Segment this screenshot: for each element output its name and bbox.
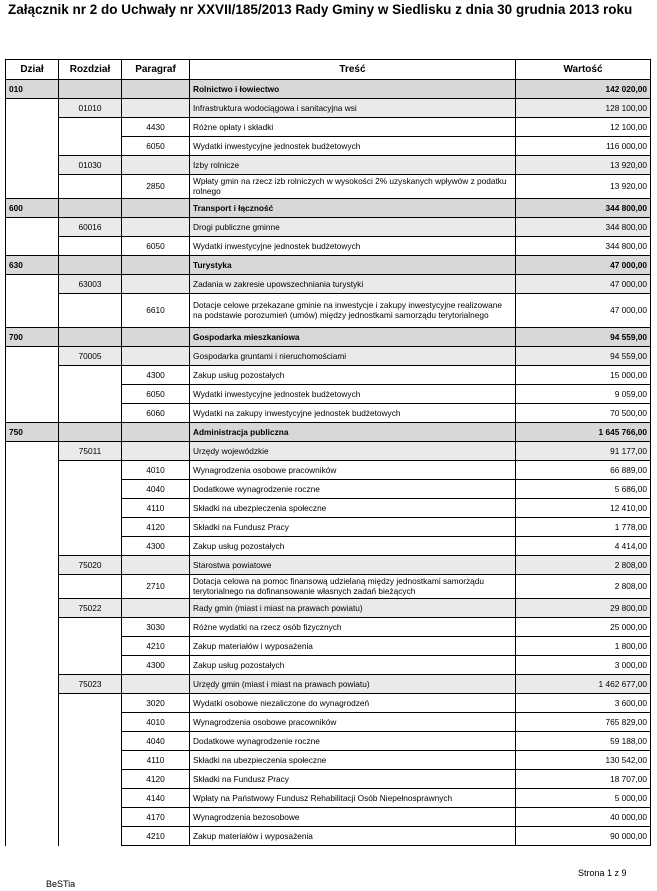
rozdzial-value: 47 000,00 (516, 275, 651, 294)
paragraf-row (6, 694, 651, 713)
empty-cell (6, 275, 59, 294)
paragraf-name: Różne opłaty i składki (190, 118, 516, 137)
paragraf-code: 6610 (122, 294, 190, 328)
empty-cell (59, 366, 122, 385)
paragraf-code: 2850 (122, 175, 190, 199)
dzial-code: 700 (6, 328, 59, 347)
empty-cell (122, 199, 190, 218)
empty-cell (59, 827, 122, 846)
paragraf-code: 4040 (122, 732, 190, 751)
empty-cell (6, 789, 59, 808)
empty-cell (122, 328, 190, 347)
rozdzial-row (6, 556, 651, 575)
empty-cell (59, 751, 122, 770)
empty-cell (6, 537, 59, 556)
paragraf-row (6, 732, 651, 751)
paragraf-row (6, 385, 651, 404)
paragraf-value: 2 808,00 (516, 575, 651, 599)
paragraf-value: 66 889,00 (516, 461, 651, 480)
empty-cell (59, 789, 122, 808)
rozdzial-row (6, 599, 651, 618)
paragraf-value: 12 100,00 (516, 118, 651, 137)
paragraf-name: Wpłaty na Państwowy Fundusz Rehabilitacji Osób Niepełnosprawnych (190, 789, 516, 808)
paragraf-value: 18 707,00 (516, 770, 651, 789)
empty-cell (6, 347, 59, 366)
paragraf-row (6, 637, 651, 656)
empty-cell (6, 808, 59, 827)
empty-cell (6, 770, 59, 789)
paragraf-code: 2710 (122, 575, 190, 599)
rozdzial-value: 29 800,00 (516, 599, 651, 618)
paragraf-row (6, 537, 651, 556)
footer-software: BeSTia (46, 879, 76, 889)
empty-cell (59, 294, 122, 328)
empty-cell (122, 275, 190, 294)
empty-cell (122, 156, 190, 175)
dzial-code: 750 (6, 423, 59, 442)
empty-cell (122, 347, 190, 366)
empty-cell (6, 442, 59, 461)
empty-cell (59, 618, 122, 637)
empty-cell (59, 118, 122, 137)
empty-cell (59, 637, 122, 656)
paragraf-value: 1 800,00 (516, 637, 651, 656)
empty-cell (6, 675, 59, 694)
paragraf-value: 5 000,00 (516, 789, 651, 808)
paragraf-value: 4 414,00 (516, 537, 651, 556)
empty-cell (6, 404, 59, 423)
paragraf-row (6, 789, 651, 808)
paragraf-value: 765 829,00 (516, 713, 651, 732)
paragraf-name: Zakup usług pozostałych (190, 366, 516, 385)
paragraf-code: 4110 (122, 751, 190, 770)
empty-cell (122, 218, 190, 237)
paragraf-name: Wynagrodzenia osobowe pracowników (190, 713, 516, 732)
paragraf-row (6, 118, 651, 137)
paragraf-code: 6060 (122, 404, 190, 423)
empty-cell (122, 423, 190, 442)
paragraf-value: 344 800,00 (516, 237, 651, 256)
paragraf-name: Wydatki inwestycyjne jednostek budżetowych (190, 137, 516, 156)
empty-cell (6, 118, 59, 137)
paragraf-value: 1 778,00 (516, 518, 651, 537)
dzial-name: Rolnictwo i łowiectwo (190, 80, 516, 99)
rozdzial-row (6, 99, 651, 118)
empty-cell (122, 442, 190, 461)
paragraf-value: 9 059,00 (516, 385, 651, 404)
empty-cell (59, 518, 122, 537)
rozdzial-row (6, 347, 651, 366)
paragraf-name: Zakup usług pozostałych (190, 537, 516, 556)
dzial-name: Administracja publiczna (190, 423, 516, 442)
document-title: Załącznik nr 2 do Uchwały nr XXVII/185/2013 Rady Gminy w Siedlisku z dnia 30 grudnia 2013 roku (8, 2, 633, 17)
paragraf-name: Dodatkowe wynagrodzenie roczne (190, 732, 516, 751)
paragraf-row (6, 713, 651, 732)
dzial-code: 630 (6, 256, 59, 275)
dzial-name: Gospodarka mieszkaniowa (190, 328, 516, 347)
empty-cell (59, 770, 122, 789)
rozdzial-name: Urzędy gmin (miast i miast na prawach powiatu) (190, 675, 516, 694)
paragraf-code: 4170 (122, 808, 190, 827)
empty-cell (6, 599, 59, 618)
rozdzial-row (6, 275, 651, 294)
empty-cell (59, 199, 122, 218)
empty-cell (59, 732, 122, 751)
empty-cell (6, 713, 59, 732)
empty-cell (59, 656, 122, 675)
paragraf-row (6, 461, 651, 480)
paragraf-code: 3030 (122, 618, 190, 637)
paragraf-value: 116 000,00 (516, 137, 651, 156)
empty-cell (6, 556, 59, 575)
table-header-row (6, 60, 651, 80)
dzial-row (6, 199, 651, 218)
empty-cell (6, 499, 59, 518)
dzial-name: Transport i łączność (190, 199, 516, 218)
paragraf-name: Dotacje celowe przekazane gminie na inwestycje i zakupy inwestycyjne realizowane na podstawie porozumień (umów) między jednostkami samorządu terytorialnego (190, 294, 516, 328)
paragraf-code: 4300 (122, 537, 190, 556)
paragraf-value: 47 000,00 (516, 294, 651, 328)
paragraf-name: Dodatkowe wynagrodzenie roczne (190, 480, 516, 499)
paragraf-code: 4300 (122, 366, 190, 385)
paragraf-row (6, 656, 651, 675)
rozdzial-code: 01010 (59, 99, 122, 118)
empty-cell (6, 732, 59, 751)
paragraf-name: Wydatki inwestycyjne jednostek budżetowych (190, 385, 516, 404)
budget-table (5, 59, 651, 846)
paragraf-row (6, 518, 651, 537)
empty-cell (6, 237, 59, 256)
paragraf-value: 5 686,00 (516, 480, 651, 499)
empty-cell (6, 366, 59, 385)
empty-cell (6, 99, 59, 118)
dzial-row (6, 423, 651, 442)
rozdzial-name: Urzędy wojewódzkie (190, 442, 516, 461)
paragraf-row (6, 137, 651, 156)
paragraf-row (6, 237, 651, 256)
empty-cell (6, 218, 59, 237)
paragraf-code: 4120 (122, 518, 190, 537)
rozdzial-code: 75011 (59, 442, 122, 461)
paragraf-code: 3020 (122, 694, 190, 713)
paragraf-row (6, 499, 651, 518)
paragraf-row (6, 751, 651, 770)
paragraf-name: Wydatki na zakupy inwestycyjne jednostek budżetowych (190, 404, 516, 423)
rozdzial-code: 75020 (59, 556, 122, 575)
paragraf-code: 4300 (122, 656, 190, 675)
empty-cell (59, 461, 122, 480)
empty-cell (122, 556, 190, 575)
rozdzial-code: 01030 (59, 156, 122, 175)
dzial-value: 94 559,00 (516, 328, 651, 347)
rozdzial-name: Starostwa powiatowe (190, 556, 516, 575)
empty-cell (6, 656, 59, 675)
paragraf-name: Wpłaty gmin na rzecz izb rolniczych w wysokości 2% uzyskanych wpływów z podatku rolnego (190, 175, 516, 199)
paragraf-code: 4430 (122, 118, 190, 137)
paragraf-row (6, 404, 651, 423)
rozdzial-code: 75022 (59, 599, 122, 618)
paragraf-name: Wydatki inwestycyjne jednostek budżetowych (190, 237, 516, 256)
empty-cell (59, 404, 122, 423)
paragraf-row (6, 175, 651, 199)
rozdzial-name: Gospodarka gruntami i nieruchomościami (190, 347, 516, 366)
paragraf-name: Dotacja celowa na pomoc finansową udzielaną między jednostkami samorządu terytorialnego na dofinansowanie własnych zadań bieżących (190, 575, 516, 599)
paragraf-code: 4140 (122, 789, 190, 808)
rozdzial-code: 70005 (59, 347, 122, 366)
empty-cell (59, 328, 122, 347)
empty-cell (6, 618, 59, 637)
empty-cell (59, 175, 122, 199)
paragraf-name: Składki na ubezpieczenia społeczne (190, 499, 516, 518)
dzial-row (6, 256, 651, 275)
table-body (6, 80, 651, 846)
paragraf-row (6, 294, 651, 328)
header-rozdzial: Rozdział (59, 60, 122, 80)
paragraf-name: Składki na Fundusz Pracy (190, 518, 516, 537)
empty-cell (122, 99, 190, 118)
empty-cell (6, 294, 59, 328)
paragraf-code: 4040 (122, 480, 190, 499)
paragraf-name: Różne wydatki na rzecz osób fizycznych (190, 618, 516, 637)
empty-cell (59, 80, 122, 99)
paragraf-value: 3 000,00 (516, 656, 651, 675)
header-wartosc: Wartość (516, 60, 651, 80)
dzial-value: 47 000,00 (516, 256, 651, 275)
header-tresc: Treść (190, 60, 516, 80)
rozdzial-value: 94 559,00 (516, 347, 651, 366)
rozdzial-value: 128 100,00 (516, 99, 651, 118)
empty-cell (59, 256, 122, 275)
dzial-value: 142 020,00 (516, 80, 651, 99)
empty-cell (59, 137, 122, 156)
page-number: Strona 1 z 9 (578, 868, 627, 878)
paragraf-code: 4210 (122, 827, 190, 846)
dzial-code: 010 (6, 80, 59, 99)
paragraf-row (6, 575, 651, 599)
rozdzial-row (6, 156, 651, 175)
empty-cell (6, 137, 59, 156)
paragraf-value: 59 188,00 (516, 732, 651, 751)
empty-cell (122, 599, 190, 618)
paragraf-row (6, 480, 651, 499)
paragraf-value: 130 542,00 (516, 751, 651, 770)
rozdzial-code: 63003 (59, 275, 122, 294)
paragraf-name: Wydatki osobowe niezaliczone do wynagrodzeń (190, 694, 516, 713)
paragraf-name: Wynagrodzenia bezosobowe (190, 808, 516, 827)
empty-cell (6, 751, 59, 770)
paragraf-value: 15 000,00 (516, 366, 651, 385)
paragraf-code: 6050 (122, 137, 190, 156)
rozdzial-value: 2 808,00 (516, 556, 651, 575)
rozdzial-code: 60016 (59, 218, 122, 237)
paragraf-name: Zakup materiałów i wyposażenia (190, 827, 516, 846)
empty-cell (59, 423, 122, 442)
paragraf-row (6, 366, 651, 385)
empty-cell (6, 461, 59, 480)
empty-cell (122, 675, 190, 694)
rozdzial-name: Rady gmin (miast i miast na prawach powiatu) (190, 599, 516, 618)
rozdzial-row (6, 442, 651, 461)
header-paragraf: Paragraf (122, 60, 190, 80)
empty-cell (122, 256, 190, 275)
empty-cell (6, 637, 59, 656)
rozdzial-name: Drogi publiczne gminne (190, 218, 516, 237)
dzial-name: Turystyka (190, 256, 516, 275)
paragraf-row (6, 770, 651, 789)
paragraf-code: 4110 (122, 499, 190, 518)
paragraf-value: 25 000,00 (516, 618, 651, 637)
rozdzial-row (6, 218, 651, 237)
empty-cell (6, 156, 59, 175)
paragraf-row (6, 808, 651, 827)
paragraf-code: 4010 (122, 461, 190, 480)
paragraf-value: 70 500,00 (516, 404, 651, 423)
empty-cell (6, 175, 59, 199)
dzial-value: 1 645 766,00 (516, 423, 651, 442)
paragraf-value: 40 000,00 (516, 808, 651, 827)
empty-cell (6, 694, 59, 713)
dzial-row (6, 328, 651, 347)
rozdzial-name: Izby rolnicze (190, 156, 516, 175)
empty-cell (6, 827, 59, 846)
paragraf-code: 6050 (122, 385, 190, 404)
rozdzial-value: 91 177,00 (516, 442, 651, 461)
empty-cell (59, 713, 122, 732)
empty-cell (59, 808, 122, 827)
paragraf-value: 12 410,00 (516, 499, 651, 518)
paragraf-row (6, 827, 651, 846)
rozdzial-name: Zadania w zakresie upowszechniania turystyki (190, 275, 516, 294)
empty-cell (59, 385, 122, 404)
empty-cell (59, 537, 122, 556)
paragraf-code: 4120 (122, 770, 190, 789)
empty-cell (6, 575, 59, 599)
paragraf-value: 3 600,00 (516, 694, 651, 713)
empty-cell (6, 518, 59, 537)
empty-cell (59, 575, 122, 599)
rozdzial-value: 1 462 677,00 (516, 675, 651, 694)
empty-cell (59, 480, 122, 499)
rozdzial-value: 13 920,00 (516, 156, 651, 175)
empty-cell (6, 385, 59, 404)
paragraf-code: 4010 (122, 713, 190, 732)
paragraf-row (6, 618, 651, 637)
rozdzial-row (6, 675, 651, 694)
dzial-code: 600 (6, 199, 59, 218)
paragraf-code: 4210 (122, 637, 190, 656)
paragraf-name: Zakup usług pozostałych (190, 656, 516, 675)
rozdzial-name: Infrastruktura wodociągowa i sanitacyjna wsi (190, 99, 516, 118)
paragraf-value: 90 000,00 (516, 827, 651, 846)
paragraf-code: 6050 (122, 237, 190, 256)
empty-cell (59, 499, 122, 518)
paragraf-name: Składki na ubezpieczenia społeczne (190, 751, 516, 770)
paragraf-name: Składki na Fundusz Pracy (190, 770, 516, 789)
empty-cell (6, 480, 59, 499)
dzial-row (6, 80, 651, 99)
dzial-value: 344 800,00 (516, 199, 651, 218)
header-dzial: Dział (6, 60, 59, 80)
empty-cell (59, 694, 122, 713)
paragraf-value: 13 920,00 (516, 175, 651, 199)
empty-cell (59, 237, 122, 256)
paragraf-name: Wynagrodzenia osobowe pracowników (190, 461, 516, 480)
rozdzial-value: 344 800,00 (516, 218, 651, 237)
empty-cell (122, 80, 190, 99)
rozdzial-code: 75023 (59, 675, 122, 694)
paragraf-name: Zakup materiałów i wyposażenia (190, 637, 516, 656)
